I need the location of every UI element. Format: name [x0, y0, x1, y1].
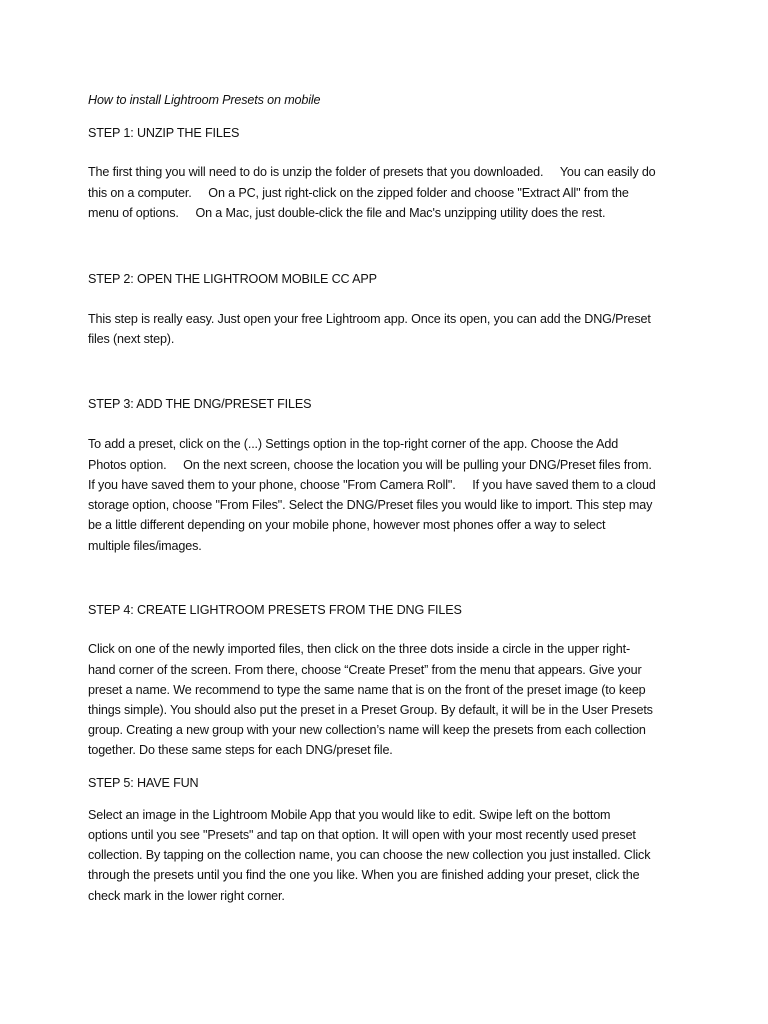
paragraph-line: group. Creating a new group with your new collection’s name will keep the presets from each collection [88, 723, 646, 737]
paragraph-line: together. Do these same steps for each DNG/preset file. [88, 743, 393, 757]
document-title: How to install Lightroom Presets on mobile [88, 93, 321, 107]
paragraph-line: this on a computer. On a PC, just right-click on the zipped folder and choose "Extract All" from the [88, 186, 629, 200]
paragraph-line: menu of options. On a Mac, just double-click the file and Mac's unzipping utility does the rest. [88, 206, 606, 220]
paragraph-line: If you have saved them to your phone, choose "From Camera Roll". If you have saved them to a cloud [88, 478, 656, 492]
paragraph-line: options until you see "Presets" and tap on that option. It will open with your most recently used preset [88, 828, 636, 842]
paragraph-line: collection. By tapping on the collection name, you can choose the new collection you just installed. Click [88, 848, 651, 862]
paragraph-line: preset a name. We recommend to type the same name that is on the front of the preset image (to keep [88, 683, 646, 697]
paragraph-line: Photos option. On the next screen, choose the location you will be pulling your DNG/Preset files from. [88, 458, 652, 472]
paragraph-line: multiple files/images. [88, 539, 202, 553]
paragraph-line: through the presets until you find the one you like. When you are finished adding your preset, click the [88, 868, 640, 882]
paragraph-line: files (next step). [88, 332, 175, 346]
section-heading-step-3: STEP 3: ADD THE DNG/PRESET FILES [88, 397, 312, 411]
paragraph-line: be a little different depending on your mobile phone, however most phones offer a way to select [88, 518, 606, 532]
paragraph-line: check mark in the lower right corner. [88, 889, 285, 903]
paragraph-line: Click on one of the newly imported files, then click on the three dots inside a circle in the upper right- [88, 642, 631, 656]
paragraph-line: Select an image in the Lightroom Mobile App that you would like to edit. Swipe left on the bottom [88, 808, 611, 822]
paragraph-line: This step is really easy. Just open your free Lightroom app. Once its open, you can add the DNG/Preset [88, 312, 651, 326]
paragraph-line: things simple). You should also put the preset in a Preset Group. By default, it will be in the User Presets [88, 703, 653, 717]
section-heading-step-2: STEP 2: OPEN THE LIGHTROOM MOBILE CC APP [88, 272, 377, 286]
paragraph-line: The first thing you will need to do is unzip the folder of presets that you downloaded. You can easily do [88, 165, 656, 179]
section-heading-step-1: STEP 1: UNZIP THE FILES [88, 126, 240, 140]
paragraph-line: hand corner of the screen. From there, choose “Create Preset” from the menu that appears. Give your [88, 663, 642, 677]
paragraph-line: To add a preset, click on the (...) Settings option in the top-right corner of the app. Choose the Add [88, 437, 619, 451]
section-heading-step-4: STEP 4: CREATE LIGHTROOM PRESETS FROM THE DNG FILES [88, 603, 462, 617]
paragraph-line: storage option, choose "From Files". Select the DNG/Preset files you would like to import. This step may [88, 498, 653, 512]
section-heading-step-5: STEP 5: HAVE FUN [88, 776, 199, 790]
